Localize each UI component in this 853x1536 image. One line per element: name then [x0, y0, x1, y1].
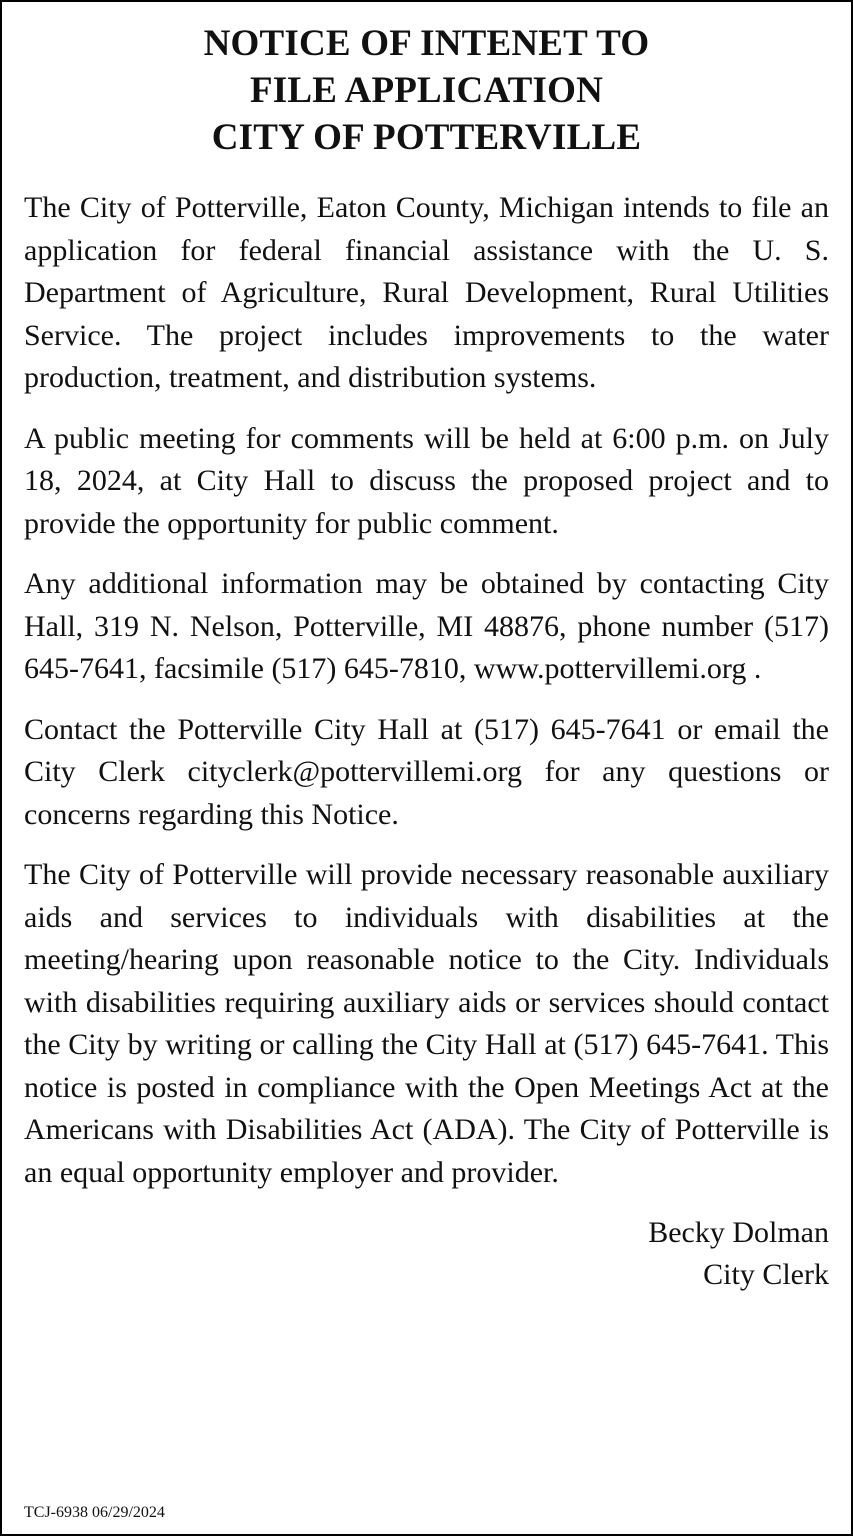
title-line-1: NOTICE OF INTENET TO [203, 23, 650, 64]
title-line-2: FILE APPLICATION [249, 70, 604, 111]
title-line-3: CITY OF POTTERVILLE [211, 117, 642, 158]
paragraph-additional-info: Any additional information may be obtained by contacting City Hall, 319 N. Nelson, Potterville, MI 48876, phone number (517) 645-7641, facsimile (517) 645-7810, www.pottervillemi.org . [24, 567, 829, 685]
paragraph-public-meeting: A public meeting for comments will be held at 6:00 p.m. on July 18, 2024, at City Hall to discuss the proposed project and to provide the opportunity for public comment. [24, 421, 829, 540]
paragraph-application: The City of Potterville, Eaton County, Michigan intends to file an application for federal financial assistance with the U. S. Department of Agriculture, Rural Development, Rural Utilities Service. The project includes improvements to the water production, treatment, and distribution systems. [24, 191, 829, 394]
paragraph-accessibility: The City of Potterville will provide necessary reasonable auxiliary aids and services to individuals with disabilities at the meeting/hearing upon reasonable notice to the City. Individuals with disabilities requiring auxiliary aids or services should contact the City by writing or calling the City Hall at (517) 645-7641. This notice is posted in compliance with the Open Meetings Act at the Americans with Disabilities Act (ADA). The City of Potterville is an equal opportunity employer and provider. [24, 858, 829, 1189]
footer-reference: TCJ-6938 06/29/2024 [24, 1504, 165, 1521]
notice-title [24, 20, 829, 161]
paragraph-contact: Contact the Potterville City Hall at (517) 645-7641 or email the City Clerk cityclerk@pottervillemi.org for any questions or concerns regarding this Notice. [24, 712, 829, 831]
signature-title: City Clerk [703, 1258, 829, 1291]
signature-name: Becky Dolman [648, 1216, 829, 1249]
signature-block [24, 1212, 829, 1296]
